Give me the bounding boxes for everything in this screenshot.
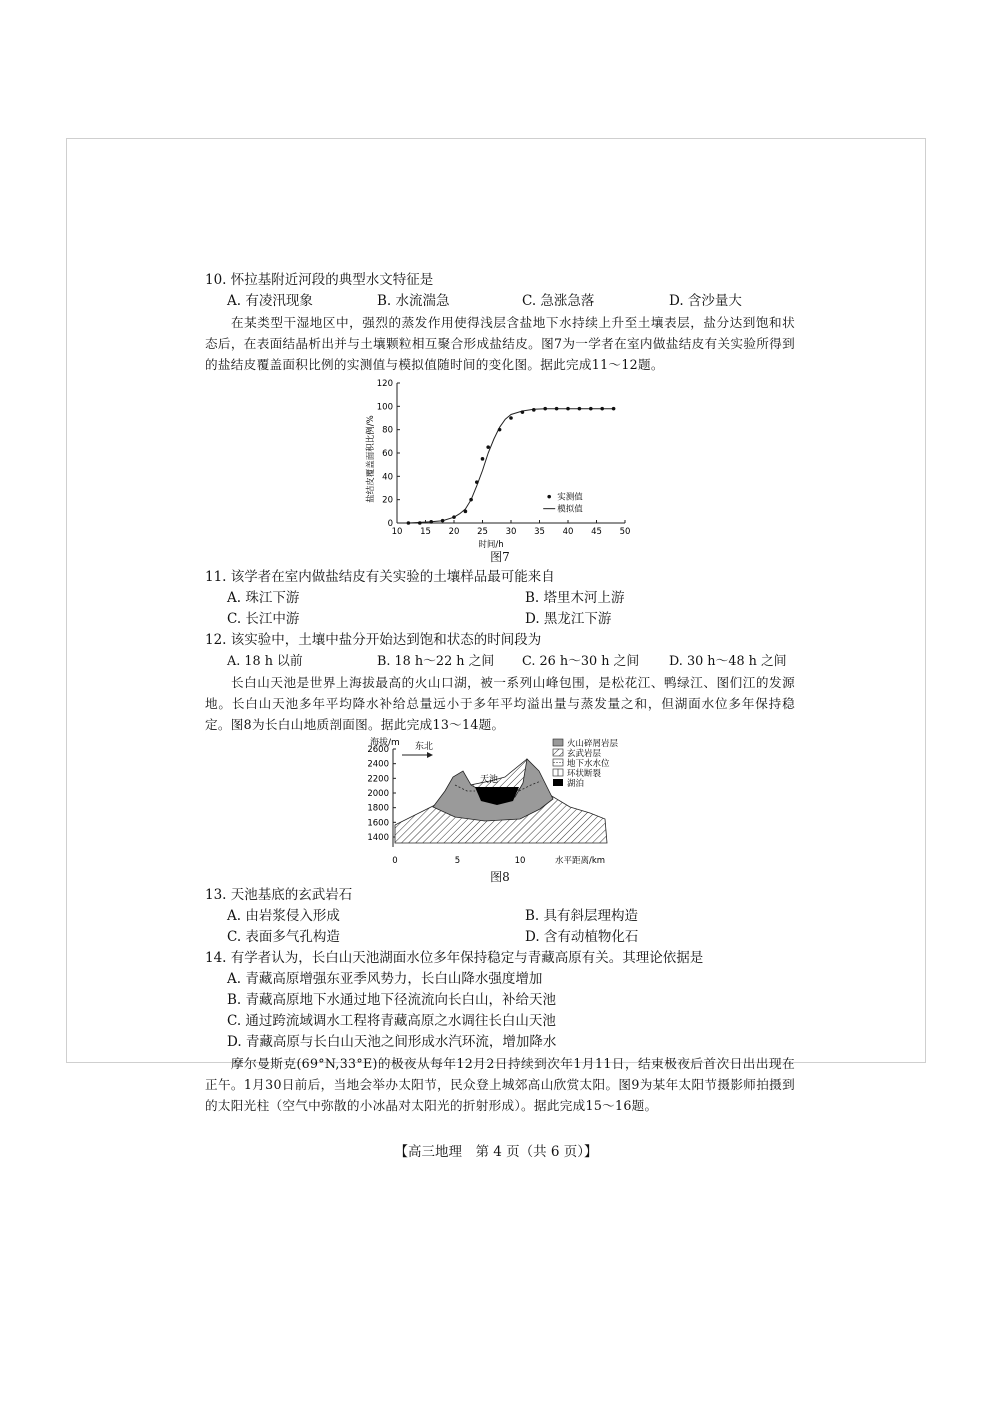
q14-option-c: C. 通过跨流域调水工程将青藏高原之水调往长白山天池 [227, 1013, 556, 1029]
fig7-data-point [481, 457, 485, 461]
fig7-y-tick-label: 40 [382, 472, 393, 483]
fig7-data-point [418, 521, 422, 525]
fig7-data-point [566, 407, 570, 411]
fig7-xlabel: 时间/h [478, 540, 504, 550]
fig7-ylabel: 盐结皮覆盖面积比例/% [366, 415, 376, 503]
fig7-data-point [509, 416, 513, 420]
fig7-y-tick-label: 120 [376, 379, 393, 389]
fig8-y-tick-label: 2200 [367, 774, 389, 785]
fig8-x-tick-label: 5 [454, 856, 461, 866]
fig8-y-tick-label: 2000 [367, 789, 389, 799]
fig7-x-tick-label: 10 [391, 527, 403, 537]
fig7-x-tick-label: 15 [420, 527, 431, 537]
fig7-x-tick-label: 40 [562, 527, 574, 537]
figure-7-caption: 图7 [490, 550, 510, 564]
figure-8-cross-section [205, 735, 795, 867]
figure-7-chart [205, 375, 795, 551]
fig8-x-tick-label: 0 [392, 856, 398, 866]
fig8-legend-0: 火山碎屑岩层 [567, 739, 619, 749]
fig7-y-tick-label: 100 [376, 402, 393, 413]
q10-option-c: C. 急涨急落 [522, 293, 595, 309]
arrowhead-icon [427, 752, 433, 758]
question-11-stem: 11. 该学者在室内做盐结皮有关实验的土壤样品最可能来自 [205, 569, 555, 585]
q14-option-a: A. 青藏高原增强东亚季风势力，长白山降水强度增加 [227, 971, 543, 987]
fig8-y-tick-label: 1600 [367, 818, 389, 829]
figure-8-caption: 图8 [490, 870, 510, 884]
fig7-legend-label-1: 模拟值 [557, 504, 583, 515]
page-footer: 【高三地理 第 4 页（共 6 页）】 [394, 1144, 598, 1160]
fig7-data-point [452, 515, 456, 519]
fig8-legend [553, 738, 619, 789]
fig7-series-line [408, 409, 613, 523]
figure-7 [205, 375, 795, 567]
fig8-direction: 东北 [415, 742, 434, 752]
fig7-data-point [543, 407, 547, 411]
q11-option-a: A. 珠江下游 [227, 590, 300, 606]
q14-option-d: D. 青藏高原与长白山天池之间形成水汽环流，增加降水 [227, 1034, 557, 1050]
fig8-x-ticks [392, 856, 525, 866]
passage-11-12: 在某类型干湿地区中，强烈的蒸发作用使得浅层含盐地下水持续上升至土壤表层，盐分达到饱和状态后，在表面结晶析出并与土壤颗粒相互聚合形成盐结皮。图7为一学者在室内做盐结皮有关实验所得到的盐结皮覆盖面积比例的实测值与模拟值随时间的变化图。据此完成11～12题。 [205, 315, 795, 372]
question-12-options [205, 651, 795, 672]
fig8-lake-label: 天池 [480, 775, 499, 785]
fig7-data-point [475, 480, 479, 484]
fig8-y-ticks [367, 745, 396, 843]
fig7-data-point [521, 410, 525, 414]
q13-option-d: D. 含有动植物化石 [525, 929, 639, 945]
question-12-stem: 12. 该实验中，土壤中盐分开始达到饱和状态的时间段为 [205, 632, 542, 648]
question-11-options-row2 [205, 609, 795, 630]
fig7-y-tick-label: 80 [382, 425, 393, 436]
q11-option-b: B. 塔里木河上游 [525, 590, 625, 606]
fig7-data-point [578, 407, 582, 411]
fig7-x-tick-label: 45 [591, 527, 602, 537]
fig8-ylabel: 海拔/m [370, 738, 400, 748]
q11-option-d: D. 黑龙江下游 [525, 611, 612, 627]
q10-option-d: D. 含沙量大 [669, 293, 742, 309]
fig7-y-tick-label: 20 [382, 495, 393, 506]
fig7-data-point [532, 408, 536, 412]
passage-15-16: 摩尔曼斯克(69°N,33°E)的极夜从每年12月2日持续到次年1月11日，结束极夜后首次日出出现在正午。1月30日前后，当地会举办太阳节，民众登上城郊高山欣赏太阳。图9为某年太阳节摄影师拍摄到的太阳光柱（空气中弥散的小冰晶对太阳光的折射形成）。据此完成15～16题。 [205, 1056, 795, 1113]
fig7-data-point [600, 407, 604, 411]
question-13-options-row2 [205, 927, 795, 948]
passage-13-14: 长白山天池是世界上海拔最高的火山口湖，被一系列山峰包围，是松花江、鸭绿江、图们江的发源地。长白山天池多年平均降水补给总量远小于多年平均溢出量与蒸发量之和，但湖面水位多年保持稳定。图8为长白山地质剖面图。据此完成13～14题。 [205, 675, 795, 732]
fig8-legend-2: 地下水水位 [567, 759, 610, 769]
question-10-options [205, 291, 795, 312]
fig7-data-point [486, 445, 490, 449]
fig7-data-point [464, 510, 468, 514]
fig7-data-point [555, 407, 559, 411]
q13-option-c: C. 表面多气孔构造 [227, 929, 340, 945]
q13-option-b: B. 具有斜层理构造 [525, 908, 639, 924]
fig7-data-point [441, 519, 445, 523]
fig7-data-point [407, 521, 411, 525]
page-content [205, 270, 795, 1116]
fig7-data-point [469, 498, 473, 502]
q11-option-c: C. 长江中游 [227, 611, 300, 627]
fig7-legend-label-0: 实测值 [557, 492, 583, 503]
figure-8 [205, 735, 795, 885]
q12-option-d: D. 30 h～48 h 之间 [669, 654, 787, 669]
fig7-data-point [498, 428, 502, 432]
q12-option-b: B. 18 h～22 h 之间 [377, 654, 495, 669]
question-13-options-row1 [205, 906, 795, 927]
fig8-xlabel: 水平距离/km [555, 856, 606, 866]
question-11-options-row1 [205, 588, 795, 609]
question-10-stem: 10. 怀拉基附近河段的典型水文特征是 [205, 272, 434, 288]
q14-option-b: B. 青藏高原地下水通过地下径流流向长白山，补给天池 [227, 992, 557, 1008]
q12-option-c: C. 26 h～30 h 之间 [522, 654, 640, 669]
question-13-stem: 13. 天池基底的玄武岩石 [205, 887, 353, 903]
fig7-x-tick-label: 50 [619, 527, 631, 537]
fig7-y-tick-label: 60 [382, 449, 393, 459]
fig7-x-tick-label: 35 [534, 527, 545, 537]
q13-option-a: A. 由岩浆侵入形成 [227, 908, 340, 924]
question-14-stem: 14. 有学者认为，长白山天池湖面水位多年保持稳定与青藏高原有关。其理论依据是 [205, 950, 704, 966]
fig7-x-tick-label: 25 [477, 527, 488, 537]
fig8-y-tick-label: 2400 [367, 759, 389, 770]
fig7-data-point [612, 407, 616, 411]
fig8-y-tick-label: 1400 [367, 833, 389, 843]
q10-option-a: A. 有凌汛现象 [227, 293, 313, 309]
fig7-x-tick-label: 20 [448, 527, 460, 537]
fig7-data-point [429, 520, 433, 524]
fig8-legend-4: 湖泊 [567, 779, 585, 789]
fig8-y-tick-label: 1800 [367, 803, 389, 814]
fig7-data-point [589, 407, 593, 411]
fig8-x-tick-label: 10 [514, 856, 526, 866]
fig8-legend-3: 环状断裂 [567, 769, 602, 779]
fig7-legend-point-icon [547, 495, 551, 499]
fig8-y-tick-label: 2600 [367, 745, 389, 755]
fig8-legend-1: 玄武岩层 [567, 749, 602, 759]
fig7-y-tick-label: 0 [387, 519, 393, 529]
q10-option-b: B. 水流湍急 [377, 293, 450, 309]
q12-option-a: A. 18 h 以前 [227, 654, 303, 669]
fig7-x-tick-label: 30 [505, 527, 517, 537]
